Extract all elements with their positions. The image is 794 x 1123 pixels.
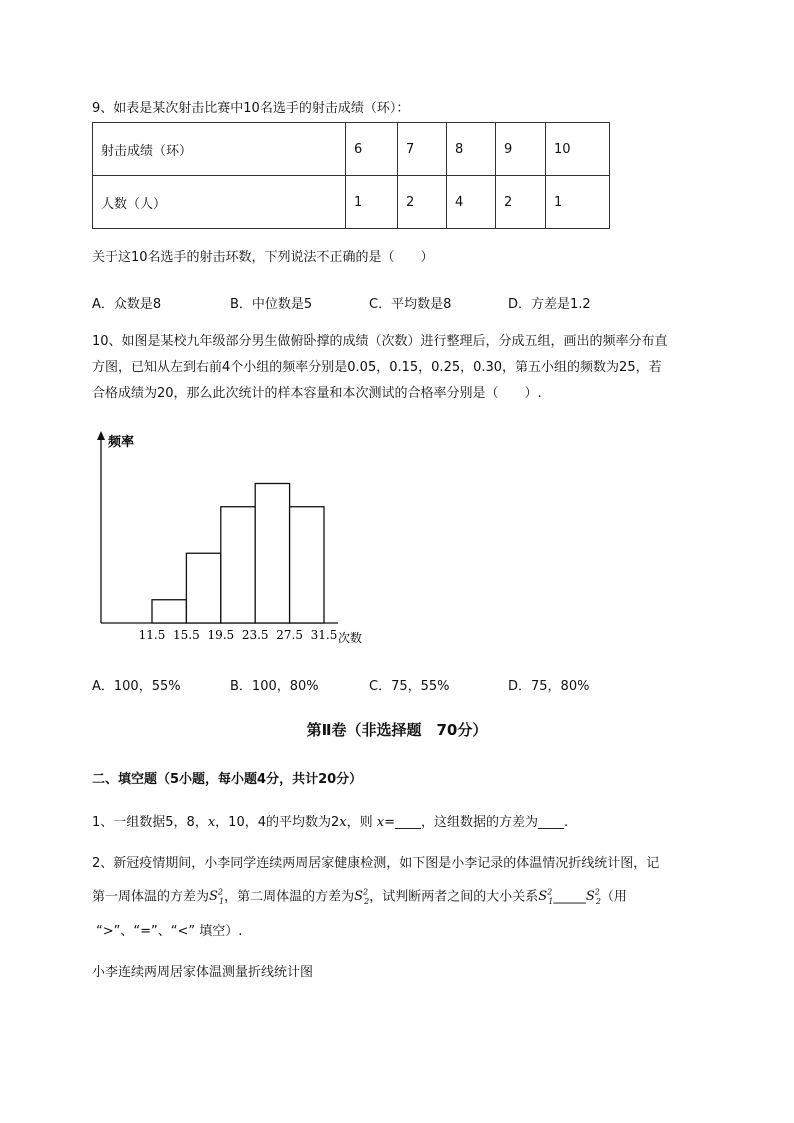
q10-option-c: C．75，55%	[369, 679, 450, 694]
score-table	[92, 122, 610, 229]
table-cell: 2	[398, 176, 447, 229]
answer-blank[interactable]: ____	[538, 815, 565, 830]
section-title: 第Ⅱ卷（非选择题 70分）	[306, 721, 488, 739]
fill2-text: （用	[600, 889, 627, 905]
superscript: 2	[363, 888, 369, 897]
variance-symbol	[586, 889, 601, 904]
subscript: 2	[595, 896, 601, 906]
answer-blank[interactable]: ____	[395, 815, 421, 830]
table-cell: 人数（人）	[93, 176, 346, 229]
superscript: 2	[547, 888, 553, 897]
variable-x: x	[376, 815, 385, 830]
variance-symbol	[538, 889, 553, 904]
table-cell: 6	[346, 123, 398, 176]
variance-letter: S	[538, 889, 548, 905]
variable-x: x	[339, 815, 347, 830]
fill1-text: ，这组数据的方差为	[421, 815, 539, 830]
table-cell: 9	[496, 123, 546, 176]
table-cell: 2	[496, 176, 546, 229]
table-cell: 4	[447, 176, 496, 229]
fill1-text: .	[564, 815, 569, 830]
fill1-text: =	[384, 815, 395, 830]
superscript: 2	[217, 888, 224, 897]
histogram-bar	[152, 600, 186, 623]
table-row	[93, 176, 610, 229]
histogram-bar	[255, 484, 289, 624]
q10-option-a: A．100，55%	[92, 679, 181, 694]
histogram-bar	[186, 553, 220, 623]
subscript: 2	[364, 896, 370, 906]
x-tick-label: 27.5	[276, 628, 303, 642]
q10-option-d: D．75，80%	[508, 679, 590, 694]
fill2-line3: “>”、“=”、“<” 填空）.	[96, 924, 243, 939]
x-tick-label: 11.5	[138, 628, 166, 642]
histogram-bar	[221, 507, 255, 623]
q9-option-a: A．众数是8	[92, 297, 162, 312]
y-axis-arrow-icon	[97, 431, 105, 440]
fill1-text: ，10，4的平均数为2	[215, 815, 340, 830]
x-tick-label: 31.5	[310, 628, 338, 642]
fill2-text: ，第二周体温的方差为	[224, 889, 355, 905]
q9-option-c: C．平均数是8	[369, 297, 452, 312]
q9-option-b: B．中位数是5	[230, 297, 313, 312]
fill1-text: ，则	[346, 815, 377, 830]
q10-line2: 方图，已知从左到右前4个小组的频率分别是0.05，0.15，0.25，0.30，第五小组的频数为25，若	[92, 360, 662, 375]
table-cell: 10	[546, 123, 610, 176]
y-axis-label: 频率	[108, 435, 135, 450]
section-heading: 二、填空题（5小题，每小题4分，共计20分）	[92, 772, 363, 787]
q9-stem: 9、如表是某次射击比赛中10名选手的射击成绩（环）：	[92, 101, 410, 116]
fill2-text: 第一周体温的方差为	[92, 889, 210, 905]
variance-symbol	[209, 889, 224, 904]
table-cell: 8	[447, 123, 496, 176]
table-row	[93, 123, 610, 176]
variable-x: x	[207, 815, 216, 830]
fill1-line	[92, 816, 568, 829]
q10-option-b: B．100，80%	[230, 679, 319, 694]
subscript: 1	[219, 896, 225, 906]
chart-caption: 小李连续两周居家体温测量折线统计图	[92, 965, 314, 980]
table-cell: 射击成绩（环）	[93, 123, 346, 176]
q10-line1: 10、如图是某校九年级部分男生做俯卧撑的成绩（次数）进行整理后，分成五组，画出的频率分布直	[92, 334, 668, 349]
variance-letter: S	[585, 889, 595, 905]
superscript: 2	[594, 888, 600, 897]
fill2-line1: 2、新冠疫情期间，小李同学连续两周居家健康检测，如下图是小李记录的体温情况折线统计图，记	[92, 856, 660, 871]
fill1-text: 1、一组数据5，8，	[92, 815, 208, 830]
q9-option-d: D．方差是1.2	[508, 297, 591, 312]
x-tick-label: 23.5	[241, 628, 269, 642]
table-cell: 1	[546, 176, 610, 229]
table-cell: 1	[346, 176, 398, 229]
x-axis-label: 次数	[338, 631, 363, 645]
variance-letter: S	[354, 889, 364, 905]
q10-line3: 合格成绩为20，那么此次统计的样本容量和本次测试的合格率分别是（ ）.	[92, 386, 542, 401]
table-cell: 7	[398, 123, 447, 176]
q9-question: 关于这10名选手的射击环数，下列说法不正确的是（ ）	[92, 250, 434, 265]
variance-letter: S	[209, 889, 218, 905]
variance-symbol	[354, 889, 369, 904]
fill2-line2	[92, 889, 627, 906]
histogram-bar	[290, 507, 324, 623]
x-tick-label: 19.5	[207, 628, 235, 642]
fill2-text: ，试判断两者之间的大小关系	[369, 889, 539, 905]
frequency-histogram	[80, 425, 380, 655]
subscript: 1	[548, 896, 554, 906]
x-tick-label: 15.5	[173, 628, 200, 642]
answer-blank[interactable]: _____	[553, 889, 586, 905]
